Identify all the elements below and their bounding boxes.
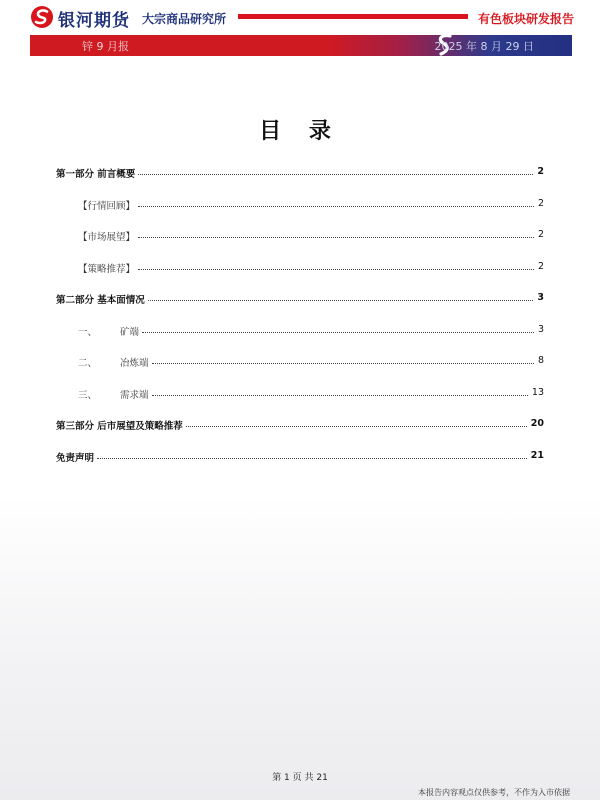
toc-entry-market-review[interactable] <box>56 198 544 230</box>
report-type: 有色板块研发报告 <box>477 12 574 26</box>
toc-leader <box>97 458 527 459</box>
table-of-contents <box>56 166 544 481</box>
toc-entry-label: 第二部分 基本面情况 <box>56 295 145 306</box>
report-date: 2025 年 8 月 29 日 <box>434 40 534 53</box>
toc-entry-demand[interactable] <box>56 387 544 419</box>
report-subject: 锌 9 月报 <box>82 40 129 53</box>
toc-leader <box>138 269 534 270</box>
footer-disclaimer: 本报告内容观点仅供参考，不作为入市依据 <box>418 788 570 797</box>
toc-leader <box>152 363 534 364</box>
toc-entry-label <box>78 355 152 369</box>
institute-name: 大宗商品研究所 <box>142 12 227 26</box>
toc-leader <box>142 332 534 333</box>
header-band <box>30 35 572 56</box>
toc-entry-text: 需求端 <box>120 389 149 401</box>
toc-entry-page: 13 <box>531 386 544 398</box>
toc-entry-label <box>78 324 142 338</box>
page-number: 第 1 页 共 21 <box>272 773 328 783</box>
toc-entry-label: 【行情回顾】 <box>78 200 136 212</box>
toc-entry-smelting[interactable] <box>56 355 544 387</box>
galaxy-logo-icon <box>30 5 54 29</box>
toc-entry-part-3[interactable] <box>56 418 544 450</box>
toc-leader <box>138 237 534 238</box>
report-header <box>0 0 600 60</box>
toc-leader <box>138 174 533 175</box>
toc-entry-label: 免责声明 <box>56 452 95 464</box>
toc-entry-part-2[interactable] <box>56 292 544 324</box>
toc-leader <box>138 206 534 207</box>
toc-entry-label: 【策略推荐】 <box>78 263 136 275</box>
toc-entry-number: 三、 <box>78 389 98 401</box>
toc-entry-label: 第一部分 前言概要 <box>56 169 136 180</box>
toc-entry-mine[interactable] <box>56 324 544 356</box>
toc-entry-label: 【市场展望】 <box>78 232 136 243</box>
toc-entry-text: 矿端 <box>120 326 140 338</box>
toc-entry-page: 3 <box>537 323 544 335</box>
toc-entry-page: 8 <box>537 355 544 366</box>
toc-leader <box>148 300 534 301</box>
toc-title: 目 录 <box>259 119 341 144</box>
toc-leader <box>152 395 528 396</box>
toc-entry-number: 一、 <box>78 326 98 338</box>
toc-entry-text: 冶炼端 <box>120 358 149 369</box>
toc-entry-page: 20 <box>530 418 544 429</box>
brand-name: 银河期货 <box>58 11 130 31</box>
toc-entry-page: 2 <box>537 260 544 272</box>
toc-leader <box>186 426 527 427</box>
toc-entry-label: 第三部分 后市展望及策略推荐 <box>56 421 183 432</box>
toc-entry-page: 3 <box>537 292 544 303</box>
toc-entry-number: 二、 <box>78 358 98 369</box>
toc-entry-label <box>78 387 152 401</box>
toc-entry-market-outlook[interactable] <box>56 229 544 261</box>
toc-entry-page: 2 <box>537 197 544 209</box>
toc-entry-part-1[interactable] <box>56 166 544 198</box>
toc-entry-page: 2 <box>537 166 544 177</box>
toc-entry-disclaimer[interactable] <box>56 450 544 482</box>
toc-entry-page: 21 <box>530 449 544 461</box>
header-divider <box>238 14 468 19</box>
toc-entry-strategy[interactable] <box>56 261 544 293</box>
toc-entry-page: 2 <box>537 229 544 240</box>
